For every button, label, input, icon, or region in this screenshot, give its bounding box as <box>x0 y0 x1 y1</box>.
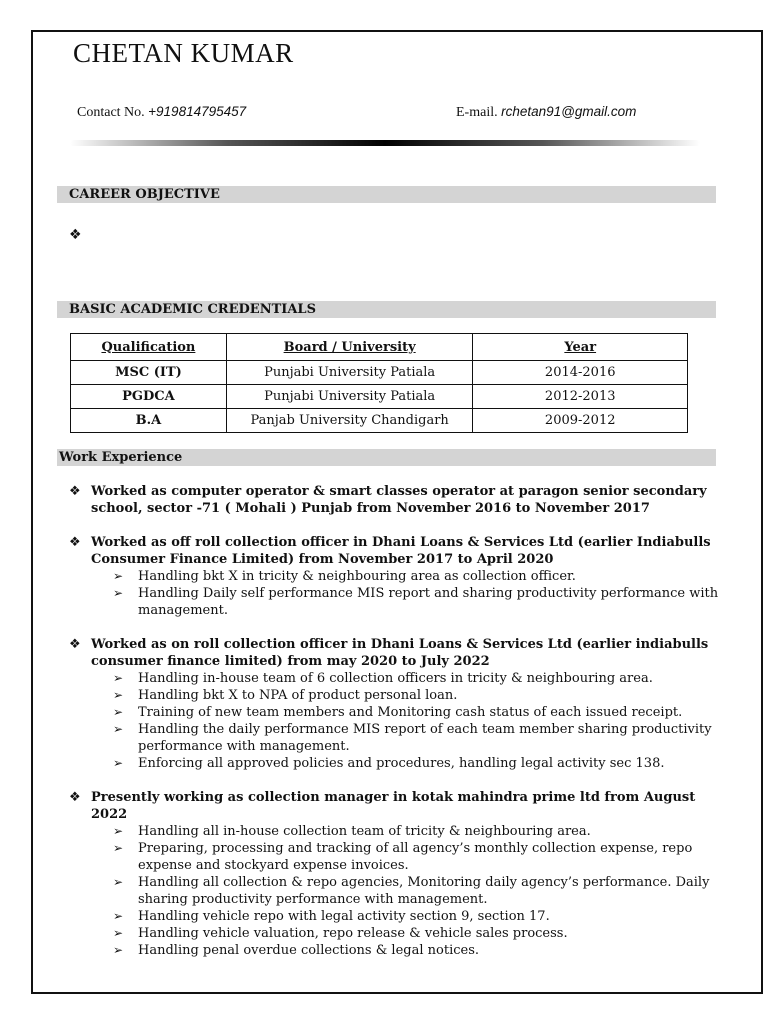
work-experience-heading <box>57 449 716 466</box>
work-entry-title: Worked as computer operator & smart classes operator at paragon senior secondary school, sector -71 ( Mohali ) Punjab from November 2016 to November 2017 <box>91 484 707 516</box>
arrow-bullet-icon: ➢ <box>113 569 124 583</box>
table-cell: PGDCA <box>71 385 227 409</box>
task-text: Enforcing all approved policies and procedures, handling legal activity sec 138. <box>138 756 665 771</box>
task-list <box>91 823 719 959</box>
list-item <box>113 568 719 585</box>
table-header: Qualification <box>71 334 227 361</box>
table-cell: B.A <box>71 409 227 433</box>
diamond-bullet-icon: ❖ <box>69 535 81 550</box>
diamond-bullet-icon: ❖ <box>69 637 81 652</box>
table-header: Board / University <box>226 334 473 361</box>
academic-table <box>70 333 688 433</box>
list-item <box>113 908 719 925</box>
task-text: Handling penal overdue collections & legal notices. <box>138 943 480 958</box>
arrow-bullet-icon: ➢ <box>113 586 124 600</box>
table-cell: Punjabi University Patiala <box>226 361 473 385</box>
task-text: Handling all in-house collection team of tricity & neighbouring area. <box>138 824 591 839</box>
arrow-bullet-icon: ➢ <box>113 705 124 719</box>
task-text: Handling bkt X in tricity & neighbouring area as collection officer. <box>138 569 576 584</box>
task-text: Handling vehicle valuation, repo release & vehicle sales process. <box>138 926 568 941</box>
work-entry <box>69 636 719 772</box>
task-text: Handling vehicle repo with legal activity section 9, section 17. <box>138 909 550 924</box>
arrow-bullet-icon: ➢ <box>113 722 124 736</box>
diamond-bullet-icon: ❖ <box>69 484 81 499</box>
list-item <box>113 925 719 942</box>
table-row <box>71 409 688 433</box>
task-text: Handling Daily self performance MIS report and sharing productivity performance with management. <box>138 586 719 618</box>
academic-heading-text: BASIC ACADEMIC CREDENTIALS <box>69 302 316 317</box>
list-item <box>113 670 719 687</box>
arrow-bullet-icon: ➢ <box>113 943 124 957</box>
arrow-bullet-icon: ➢ <box>113 671 124 685</box>
list-item <box>113 704 719 721</box>
table-header: Year <box>473 334 688 361</box>
table-cell: 2009-2012 <box>473 409 688 433</box>
work-entry-title: Worked as on roll collection officer in Dhani Loans & Services Ltd (earlier indiabulls consumer finance limited) from may 2020 to July 2022 <box>91 637 709 669</box>
task-text: Preparing, processing and tracking of all agency’s monthly collection expense, repo expense and stockyard expense invoices. <box>138 841 693 873</box>
list-item <box>113 687 719 704</box>
work-experience-heading-text: Work Experience <box>59 450 183 465</box>
arrow-bullet-icon: ➢ <box>113 841 124 855</box>
arrow-bullet-icon: ➢ <box>113 756 124 770</box>
list-item <box>113 721 719 755</box>
task-text: Handling the daily performance MIS report of each team member sharing productivity performance with management. <box>138 722 712 754</box>
academic-heading <box>57 301 716 318</box>
work-entry-title: Worked as off roll collection officer in Dhani Loans & Services Ltd (earlier Indiabulls Consumer Finance Limited) from November 2017 to April 2020 <box>91 535 711 567</box>
diamond-bullet-icon: ❖ <box>69 790 81 805</box>
table-row <box>71 385 688 409</box>
table-header-row <box>71 334 688 361</box>
task-text: Training of new team members and Monitoring cash status of each issued receipt. <box>138 705 683 720</box>
email-value: rchetan91@gmail.com <box>501 104 637 119</box>
list-item <box>113 840 719 874</box>
table-cell: MSC (IT) <box>71 361 227 385</box>
phone-label: Contact No. <box>77 105 145 120</box>
contact-email <box>456 104 636 121</box>
table-row <box>71 361 688 385</box>
task-text: Handling all collection & repo agencies, Monitoring daily agency’s performance. Daily sharing productivity performance with management. <box>138 875 710 907</box>
task-list <box>91 670 719 772</box>
table-cell: Punjabi University Patiala <box>226 385 473 409</box>
task-text: Handling in-house team of 6 collection officers in tricity & neighbouring area. <box>138 671 653 686</box>
header-divider <box>70 140 700 146</box>
contact-phone <box>77 104 246 121</box>
work-entry <box>69 789 719 959</box>
arrow-bullet-icon: ➢ <box>113 909 124 923</box>
table-cell: Panjab University Chandigarh <box>226 409 473 433</box>
list-item <box>113 755 719 772</box>
list-item <box>113 585 719 619</box>
task-list <box>91 568 719 619</box>
objective-bullet-icon: ❖ <box>69 227 82 243</box>
work-entry <box>69 534 719 619</box>
list-item <box>113 942 719 959</box>
arrow-bullet-icon: ➢ <box>113 824 124 838</box>
list-item <box>113 823 719 840</box>
work-entry-title: Presently working as collection manager in kotak mahindra prime ltd from August 2022 <box>91 790 696 822</box>
candidate-name: CHETAN KUMAR <box>73 38 294 68</box>
table-cell: 2014-2016 <box>473 361 688 385</box>
career-objective-heading-text: CAREER OBJECTIVE <box>69 187 220 202</box>
arrow-bullet-icon: ➢ <box>113 875 124 889</box>
phone-value: +919814795457 <box>148 104 247 119</box>
arrow-bullet-icon: ➢ <box>113 926 124 940</box>
arrow-bullet-icon: ➢ <box>113 688 124 702</box>
work-entry <box>69 483 719 517</box>
email-label: E-mail. <box>456 105 498 120</box>
career-objective-heading <box>57 186 716 203</box>
work-experience-list <box>69 483 719 976</box>
task-text: Handling bkt X to NPA of product personal loan. <box>138 688 458 703</box>
table-cell: 2012-2013 <box>473 385 688 409</box>
list-item <box>113 874 719 908</box>
